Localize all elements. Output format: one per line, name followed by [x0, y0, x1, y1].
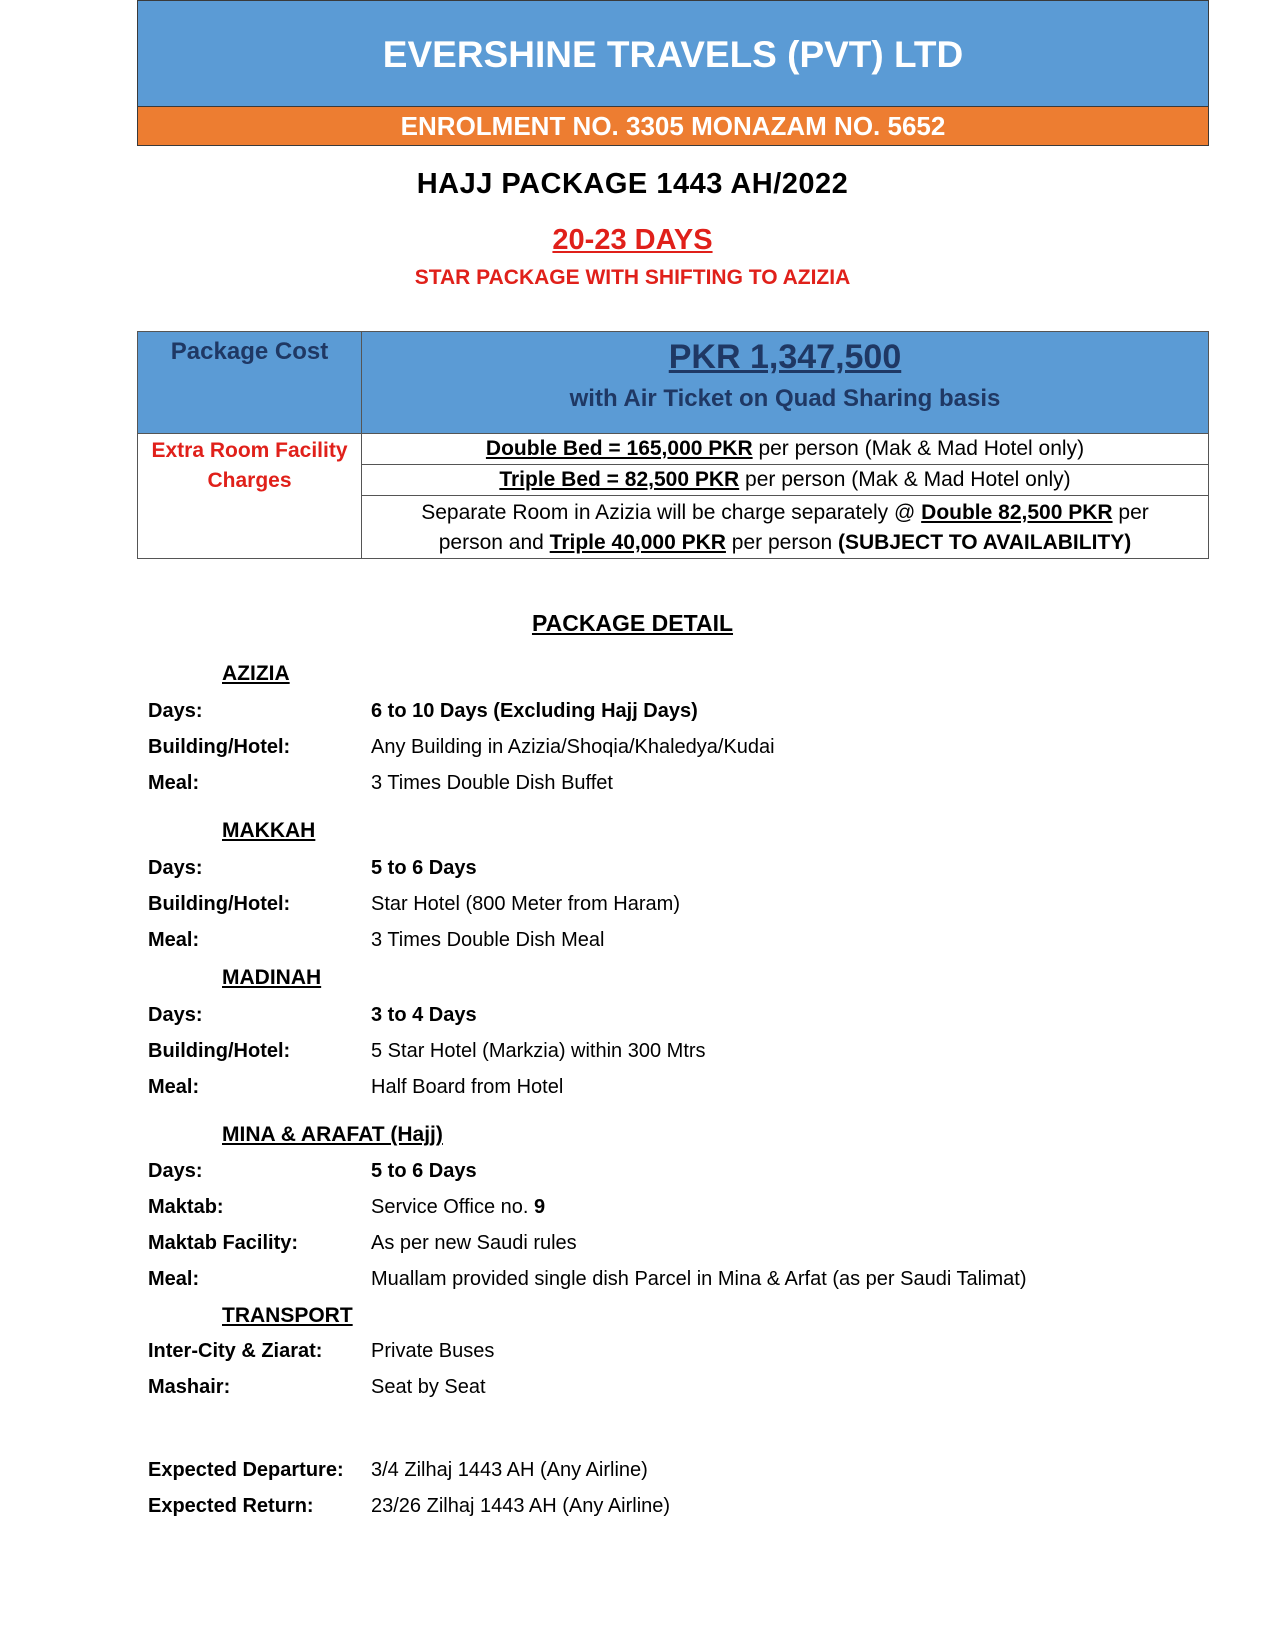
row-label: Building/Hotel: — [148, 1040, 291, 1062]
row-value: Seat by Seat — [371, 1376, 486, 1398]
row-value: 5 to 6 Days — [371, 1160, 477, 1182]
row-value — [371, 1196, 545, 1219]
package-subtitle: STAR PACKAGE WITH SHIFTING TO AZIZIA — [414, 266, 851, 289]
section-mina-title: MINA & ARAFAT (Hajj) — [222, 1123, 443, 1146]
triple-bed-note: per person (Mak & Mad Hotel only) — [739, 468, 1071, 491]
azizia-text-4: per person — [725, 531, 839, 554]
package-title: HAJJ PACKAGE 1443 AH/2022 — [416, 168, 849, 200]
row-label: Meal: — [148, 772, 200, 794]
section-transport-title: TRANSPORT — [222, 1304, 353, 1327]
row-value: 23/26 Zilhaj 1443 AH (Any Airline) — [371, 1495, 671, 1517]
azizia-triple-rate: Triple 40,000 PKR — [549, 531, 726, 554]
row-value: 3 Times Double Dish Buffet — [371, 772, 613, 794]
section-azizia-title: AZIZIA — [222, 662, 290, 685]
section-makkah-title: MAKKAH — [222, 819, 316, 842]
package-cost-cell — [362, 332, 1209, 434]
row-label: Maktab Facility: — [148, 1232, 299, 1254]
package-days: 20-23 DAYS — [552, 224, 713, 256]
row-value: 5 to 6 Days — [371, 857, 477, 879]
triple-bed-rate: Triple Bed = 82,500 PKR — [499, 468, 740, 491]
row-label: Meal: — [148, 1076, 200, 1098]
extra-room-label-line2: Charges — [207, 469, 292, 492]
row-label: Expected Departure: — [148, 1459, 344, 1481]
row-value: 6 to 10 Days (Excluding Hajj Days) — [371, 700, 698, 722]
double-bed-row — [362, 434, 1209, 465]
row-value: Star Hotel (800 Meter from Haram) — [371, 893, 680, 915]
row-label: Building/Hotel: — [148, 736, 291, 758]
row-label: Mashair: — [148, 1376, 231, 1398]
section-madinah-title: MADINAH — [222, 966, 322, 989]
row-value: 3 to 4 Days — [371, 1004, 477, 1026]
azizia-room-row — [362, 496, 1209, 559]
row-value: 5 Star Hotel (Markzia) within 300 Mtrs — [371, 1040, 706, 1062]
row-label: Days: — [148, 1160, 203, 1182]
package-price-note: with Air Ticket on Quad Sharing basis — [569, 385, 1001, 412]
extra-room-label-line1: Extra Room Facility — [151, 439, 348, 462]
package-detail-heading: PACKAGE DETAIL — [531, 610, 734, 636]
row-label: Meal: — [148, 1268, 200, 1290]
row-value: Half Board from Hotel — [371, 1076, 564, 1098]
azizia-text-2: per — [1112, 501, 1149, 524]
row-label: Days: — [148, 857, 203, 879]
row-value: 3 Times Double Dish Meal — [371, 929, 605, 951]
row-label: Inter-City & Ziarat: — [148, 1340, 323, 1362]
company-name: EVERSHINE TRAVELS (PVT) LTD — [137, 0, 1209, 107]
cost-table — [137, 331, 1209, 559]
double-bed-note: per person (Mak & Mad Hotel only) — [752, 437, 1085, 460]
row-label: Maktab: — [148, 1196, 224, 1218]
extra-room-label — [138, 434, 362, 559]
package-cost-label: Package Cost — [138, 332, 362, 434]
row-value: 3/4 Zilhaj 1443 AH (Any Airline) — [371, 1459, 648, 1481]
double-bed-rate: Double Bed = 165,000 PKR — [485, 437, 753, 460]
row-label: Building/Hotel: — [148, 893, 291, 915]
azizia-text-3: person and — [438, 531, 550, 554]
row-value: As per new Saudi rules — [371, 1232, 577, 1254]
row-label: Meal: — [148, 929, 200, 951]
row-value: Any Building in Azizia/Shoqia/Khaledya/Kudai — [371, 736, 775, 758]
enrolment-banner: ENROLMENT NO. 3305 MONAZAM NO. 5652 — [137, 107, 1209, 146]
row-value: Private Buses — [371, 1340, 495, 1362]
row-label: Days: — [148, 1004, 203, 1026]
maktab-number: 9 — [534, 1196, 546, 1218]
availability-note: (SUBJECT TO AVAILABILITY) — [838, 531, 1132, 554]
row-label: Expected Return: — [148, 1495, 314, 1517]
azizia-double-rate: Double 82,500 PKR — [921, 501, 1113, 524]
triple-bed-row — [362, 465, 1209, 496]
package-price: PKR 1,347,500 — [668, 338, 902, 376]
maktab-text: Service Office no. — [371, 1196, 535, 1218]
row-value: Muallam provided single dish Parcel in Mina & Arfat (as per Saudi Talimat) — [371, 1268, 1027, 1290]
row-label: Days: — [148, 700, 203, 722]
azizia-text-1: Separate Room in Azizia will be charge separately @ — [421, 501, 922, 524]
